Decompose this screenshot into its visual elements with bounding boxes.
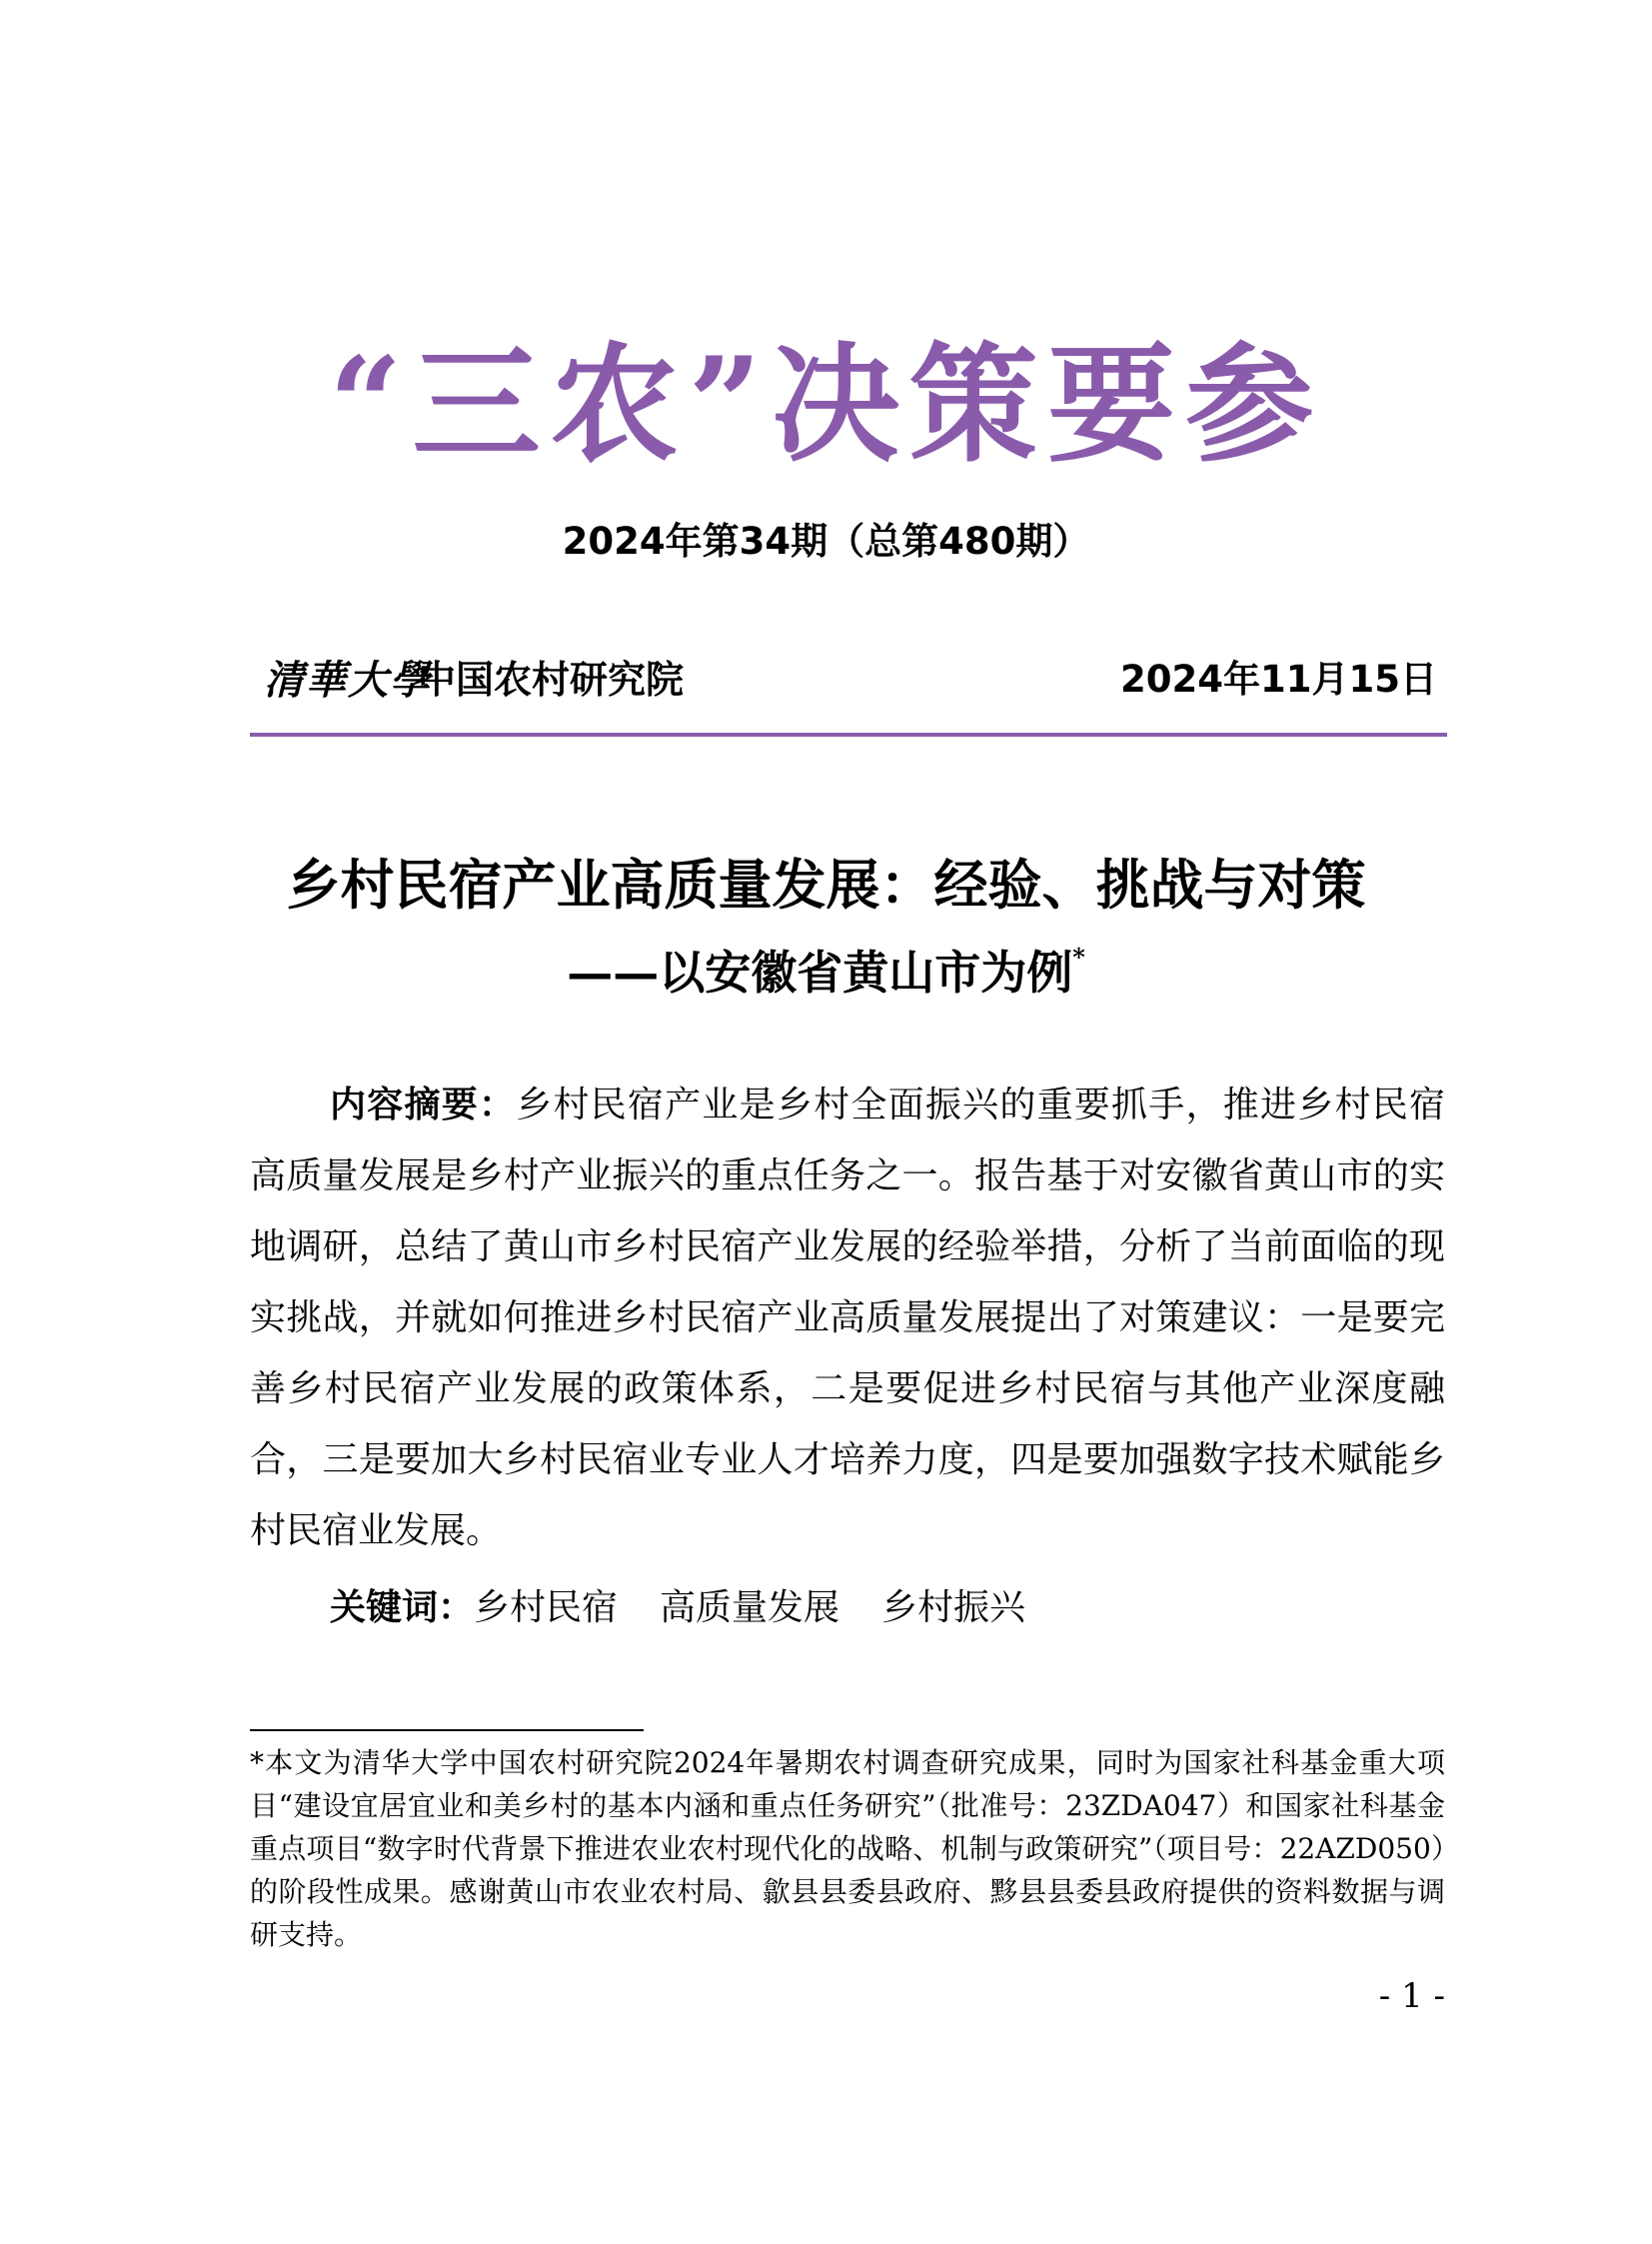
footnote-marker: * — [1072, 943, 1085, 972]
keyword-item: 乡村振兴 — [881, 1587, 1026, 1628]
keywords — [330, 1580, 1067, 1636]
header-divider — [250, 733, 1447, 737]
footnote: *本文为清华大学中国农村研究院2024年暑期农村调查研究成果，同时为国家社科基金重大项目“建设宜居宜业和美乡村的基本内涵和重点任务研究”（批准号：23ZDA047）和国家社科基金重点项目“数字时代背景下推进农业农村现代化的战略、机制与政策研究”（项目号：22AZD050）的阶段性成果。感谢黄山市农业农村局、歙县县委县政府、黟县县委县政府提供的资料数据与调研支持。 — [250, 1746, 1445, 1951]
masthead-title: “三农”决策要参 — [328, 330, 1324, 480]
publisher-row — [250, 650, 1447, 710]
abstract-label: 内容摘要： — [330, 1085, 517, 1125]
article-subtitle-text: ——以安徽省黄山市为例 — [567, 946, 1073, 1000]
publication-date: 2024年11月15日 — [1120, 658, 1437, 701]
issue-number: 2024年第34期（总第480期） — [562, 520, 1090, 563]
keywords-label: 关键词： — [330, 1587, 475, 1628]
page-number: - 1 - — [1378, 1976, 1445, 2016]
abstract-text: 乡村民宿产业是乡村全面振兴的重要抓手，推进乡村民宿高质量发展是乡村产业振兴的重点任务之一。报告基于对安徽省黄山市的实地调研，总结了黄山市乡村民宿产业发展的经验举措，分析了当前面临的现实挑战，并就如何推进乡村民宿产业高质量发展提出了对策建议：一是要完善乡村民宿产业发展的政策体系，二是要促进乡村民宿与其他产业深度融合，三是要加大乡村民宿业专业人才培养力度，四是要加强数字技术赋能乡村民宿业发展。 — [250, 1085, 1445, 1551]
article-subtitle — [0, 940, 1652, 1006]
article-title: 乡村民宿产业高质量发展：经验、挑战与对策 — [286, 853, 1366, 917]
footnote-divider — [250, 1729, 644, 1731]
keyword-item: 乡村民宿 — [474, 1587, 619, 1628]
university-logo: 清華大學 — [264, 657, 432, 704]
abstract — [250, 1070, 1445, 1566]
institute-name: 中国农村研究院 — [418, 657, 685, 702]
keyword-item: 高质量发展 — [660, 1587, 840, 1628]
